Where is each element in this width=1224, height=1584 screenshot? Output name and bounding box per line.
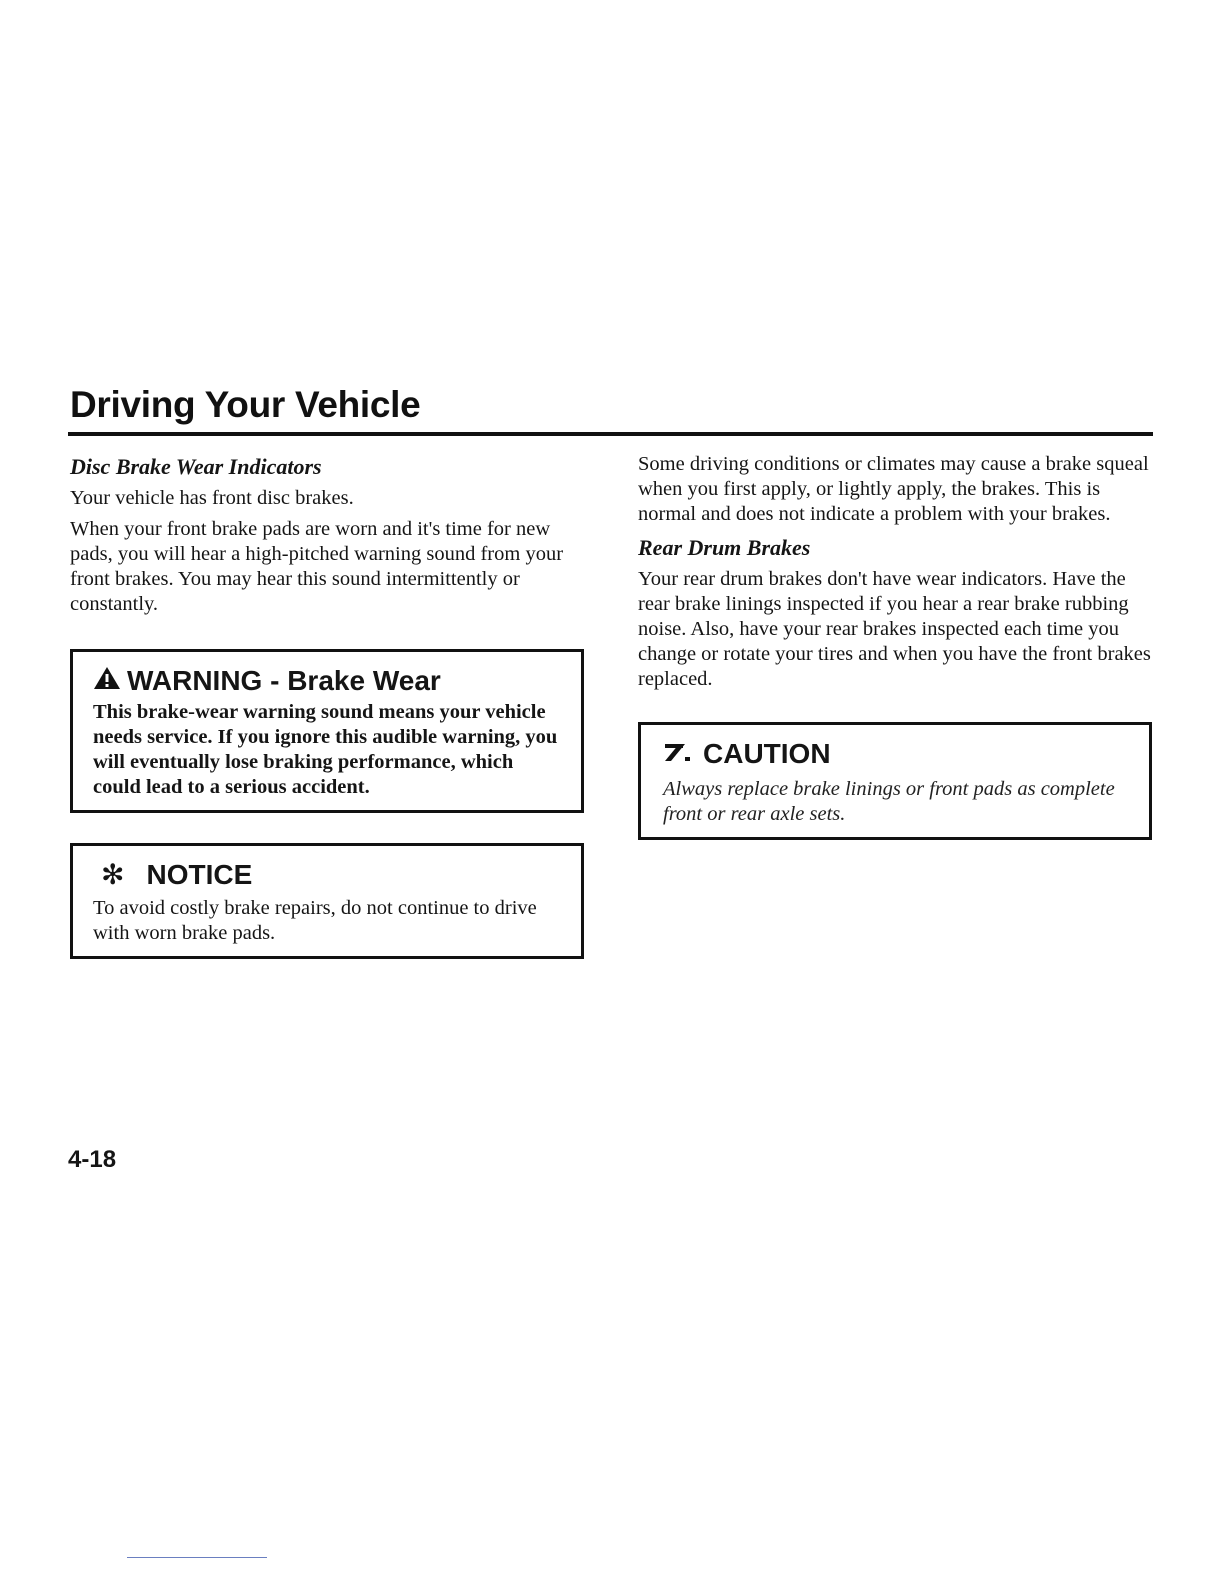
notice-box [70, 843, 584, 959]
rear-drum-subhead: Rear Drum Brakes [638, 535, 811, 560]
caution-slash-icon [663, 737, 697, 771]
page-title: Driving Your Vehicle [70, 384, 421, 425]
caution-box [638, 722, 1152, 840]
warning-header [93, 664, 561, 698]
notice-header [93, 858, 561, 892]
disc-brake-paragraph-2: When your front brake pads are worn and it's time for new pads, you will hear a high-pitched warning sound from your front brakes. You may hear this sound intermittently or constantly. [70, 518, 564, 615]
caution-header [663, 737, 1129, 771]
caution-title: CAUTION [703, 738, 831, 769]
left-column [70, 452, 584, 959]
right-column [638, 452, 1154, 840]
warning-text: This brake-wear warning sound means your vehicle needs service. If you ignore this audible warning, you will eventually lose braking performance, which could lead to a serious accident. [93, 701, 558, 798]
warning-triangle-icon [93, 664, 121, 698]
notice-title: NOTICE [146, 859, 253, 890]
title-divider [68, 432, 1153, 436]
asterisk-icon: ✻ [101, 858, 125, 891]
brake-squeal-paragraph: Some driving conditions or climates may cause a brake squeal when you first apply, or lightly apply, the brakes. This is normal and does not indicate a problem with your brakes. [638, 453, 1149, 525]
disc-brake-subhead: Disc Brake Wear Indicators [70, 454, 322, 479]
caution-text: Always replace brake linings or front pads as complete front or rear axle sets. [663, 778, 1115, 825]
page-number: 4-18 [68, 1146, 117, 1173]
disc-brake-paragraph-1: Your vehicle has front disc brakes. [70, 487, 354, 509]
rear-drum-paragraph: Your rear drum brakes don't have wear indicators. Have the rear brake linings inspected if you hear a rear brake rubbing noise. Also, have your rear brakes inspected each time you change or rotate your tires and when you have the front brakes replaced. [638, 568, 1151, 690]
bottom-divider [127, 1557, 267, 1558]
notice-text: To avoid costly brake repairs, do not continue to drive with worn brake pads. [93, 897, 537, 944]
warning-title: WARNING - Brake Wear [127, 665, 441, 696]
warning-box [70, 649, 584, 813]
